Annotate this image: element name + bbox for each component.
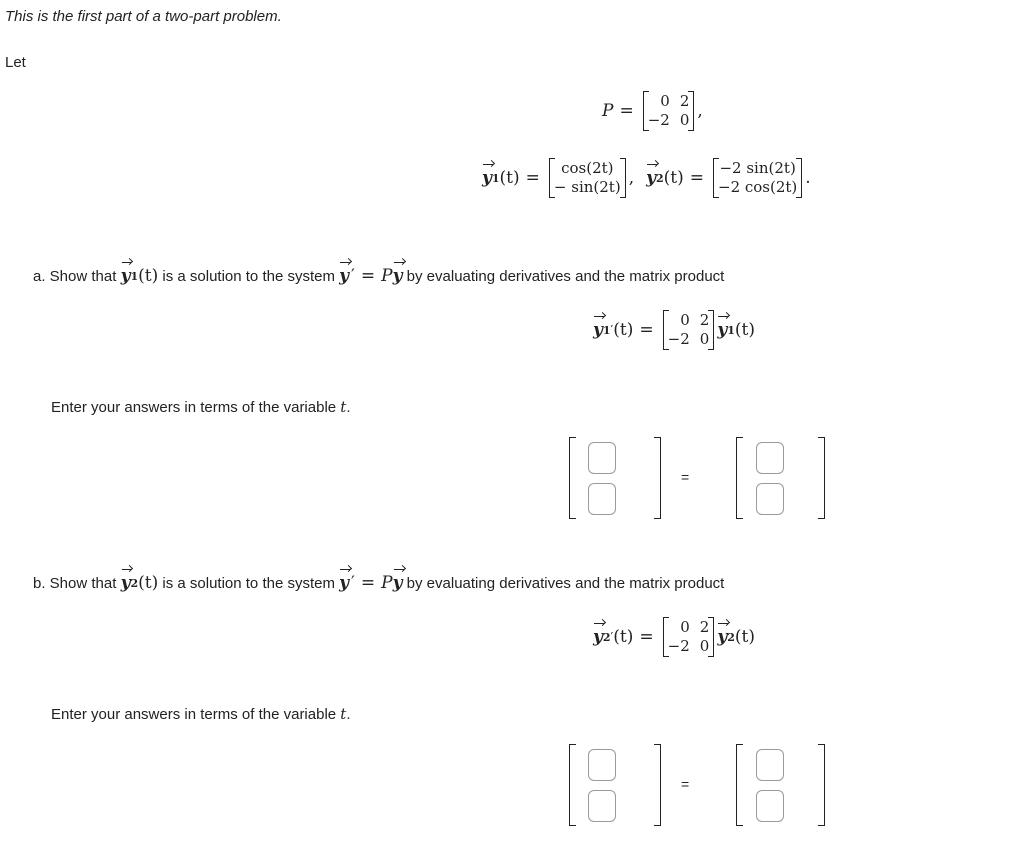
answer-b-left-bottom[interactable]: [588, 790, 616, 822]
p-matrix-entry: 0: [679, 111, 690, 129]
part-b-suffix: by evaluating derivatives and the matrix product: [402, 574, 725, 592]
p-symbol: P: [602, 101, 614, 121]
answer-b-right-top[interactable]: [756, 749, 784, 781]
y1-arg: (t): [499, 168, 520, 188]
right-bracket: [818, 744, 825, 826]
right-bracket: [818, 437, 825, 519]
comma: ,: [628, 168, 635, 188]
intro-text: This is the first part of a two-part problem.: [5, 8, 282, 25]
equals-sign: =: [681, 776, 690, 792]
part-a-middle: is a solution to the system: [158, 267, 340, 285]
answer-b-right-bottom[interactable]: [756, 790, 784, 822]
equals-sign: =: [619, 101, 634, 121]
p-matrix: 0 2 −2 0: [663, 617, 715, 657]
part-b-y2: y 2 (t): [120, 573, 159, 593]
part-b-middle: is a solution to the system: [158, 574, 340, 592]
answer-a-left-bottom[interactable]: [588, 483, 616, 515]
y1-matrix: [549, 158, 626, 198]
y2-entry: −2 cos(2t): [718, 178, 798, 196]
y2-matrix: [713, 158, 802, 198]
part-a-suffix: by evaluating derivatives and the matrix product: [402, 267, 725, 285]
part-a-derivative-eq: y 1 ′ (t) = 0 2 −2 0 y 1 (t): [593, 311, 755, 348]
y1-symbol: y: [482, 168, 492, 188]
part-a-prefix: a. Show that: [33, 267, 121, 285]
p-definition: [602, 91, 703, 131]
let-label: Let: [5, 54, 26, 71]
part-a-system: y ′ = P y: [339, 266, 403, 286]
y1-subscript: 1: [491, 171, 500, 185]
y2-entry: −2 sin(2t): [719, 159, 796, 177]
part-b-question: [33, 573, 724, 593]
p-matrix-entry: 0: [660, 92, 670, 110]
p-matrix: 0 2 −2 0: [663, 310, 715, 350]
answer-a-left-top[interactable]: [588, 442, 616, 474]
part-b-hint: Enter your answers in terms of the variable t.: [51, 705, 351, 723]
part-a-y1: y 1 (t): [120, 266, 159, 286]
period: .: [805, 168, 811, 188]
answer-a-right-top[interactable]: [756, 442, 784, 474]
y2-symbol: y: [646, 168, 656, 188]
equals-sign: =: [681, 469, 690, 485]
y-definitions: [482, 158, 811, 198]
equals-sign: =: [689, 168, 704, 188]
equals-sign: =: [525, 168, 540, 188]
left-bracket: [736, 437, 743, 519]
part-a-hint: Enter your answers in terms of the variable t.: [51, 398, 351, 416]
p-matrix-entry: −2: [647, 111, 670, 129]
y2-arg: (t): [663, 168, 684, 188]
right-bracket: [654, 744, 661, 826]
y1-entry: − sin(2t): [553, 178, 621, 196]
right-bracket: [654, 437, 661, 519]
p-matrix-entry: 2: [679, 92, 690, 110]
left-bracket: [736, 744, 743, 826]
part-a-question: [33, 266, 724, 286]
answer-b-left-top[interactable]: [588, 749, 616, 781]
part-b-prefix: b. Show that: [33, 574, 121, 592]
left-bracket: [569, 437, 576, 519]
y2-subscript: 2: [655, 171, 664, 185]
part-b-system: y ′ = P y: [339, 573, 403, 593]
left-bracket: [569, 744, 576, 826]
p-matrix: [643, 91, 695, 131]
part-b-derivative-eq: y 2 ′ (t) = 0 2 −2 0 y 2 (t): [593, 618, 755, 655]
comma: ,: [697, 101, 703, 121]
answer-a-right-bottom[interactable]: [756, 483, 784, 515]
y1-entry: cos(2t): [561, 159, 614, 177]
